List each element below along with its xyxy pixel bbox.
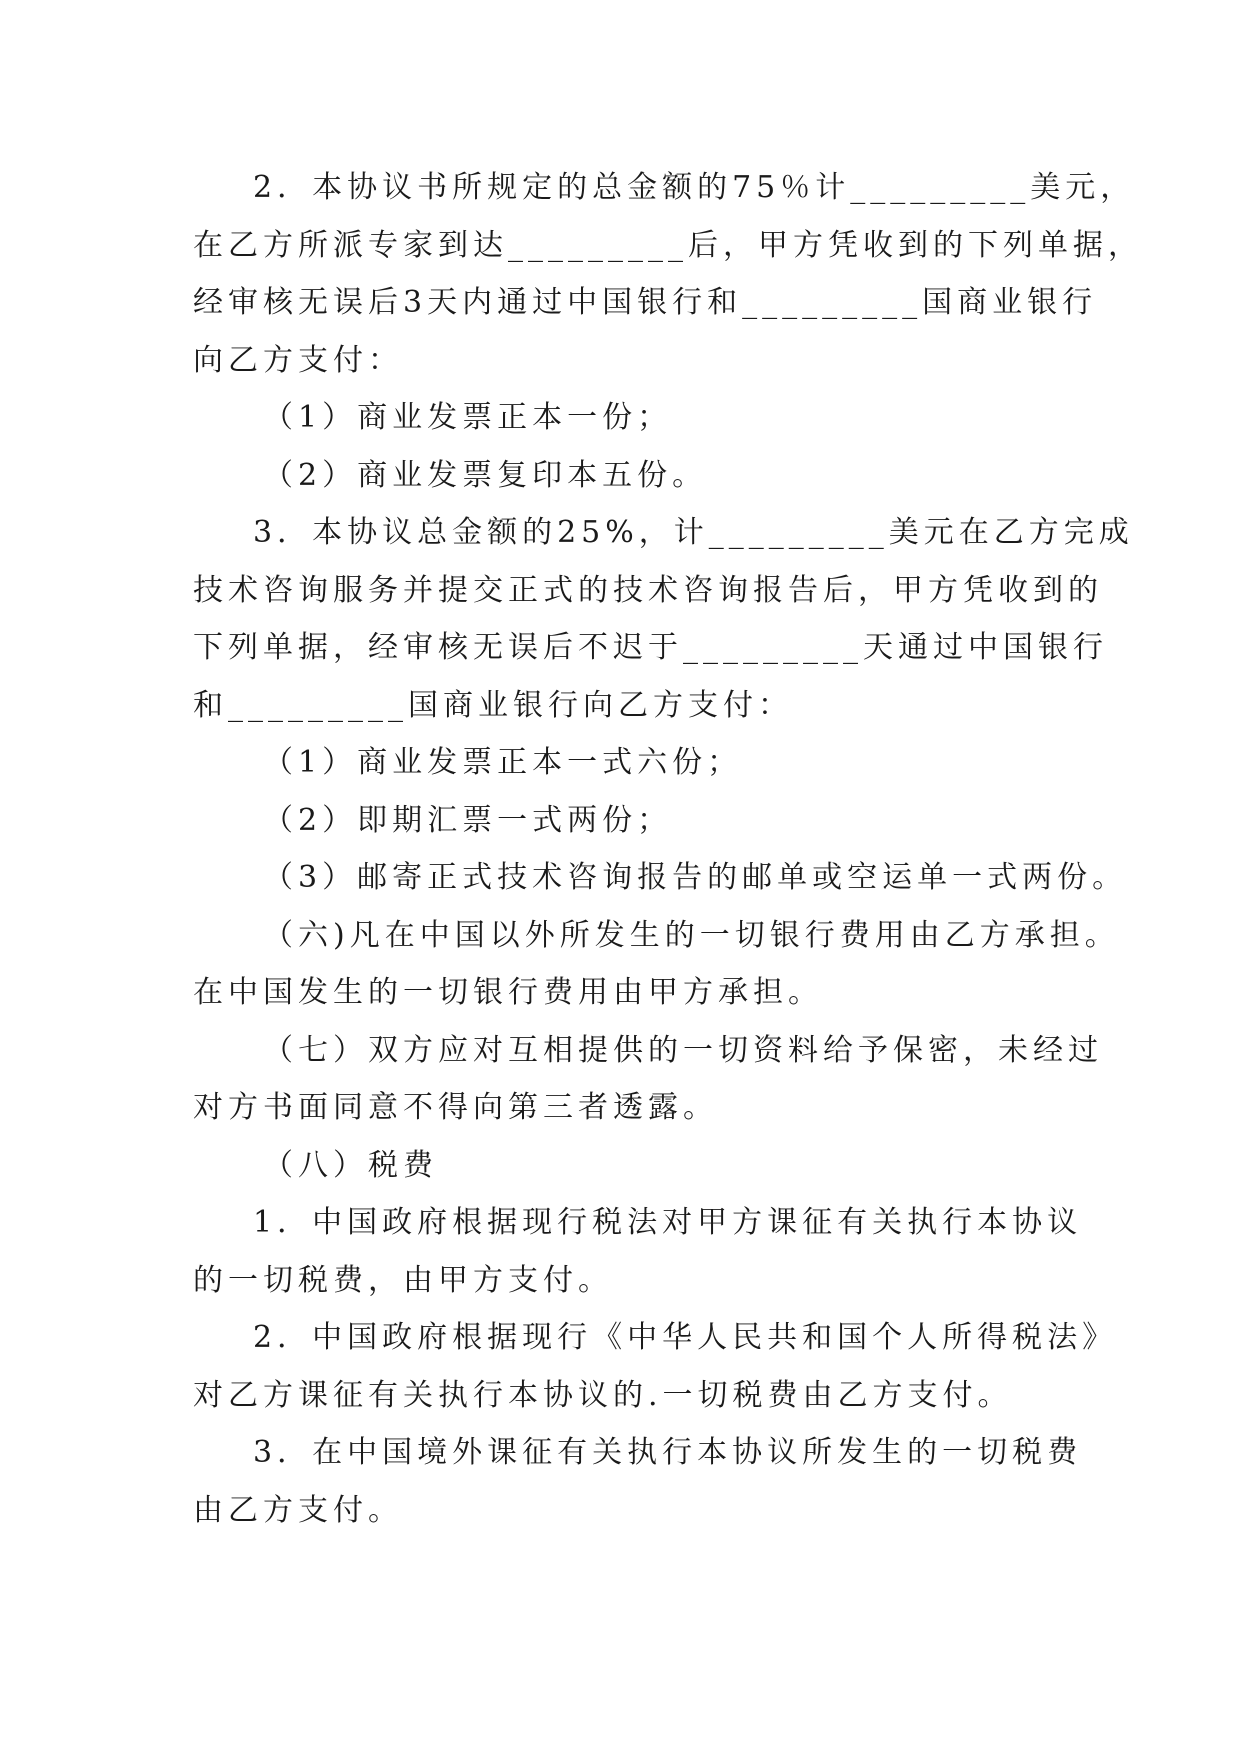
clause-3-item-1: （1）商业发票正本一式六份； bbox=[263, 745, 743, 780]
section-7-line-2: 对方书面同意不得向第三者透露。 bbox=[193, 1090, 718, 1125]
clause-3-item-3: （3）邮寄正式技术咨询报告的邮单或空运单一式两份。 bbox=[263, 860, 1128, 895]
section-8-heading: （八）税费 bbox=[263, 1147, 438, 1183]
clause-3-line-2: 技术咨询服务并提交正式的技术咨询报告后，甲方凭收到的 bbox=[193, 572, 1103, 608]
clause-2-line-2: 在乙方所派专家到达_________后，甲方凭收到的下列单据， bbox=[193, 227, 1143, 263]
section-7-line-1: （七）双方应对互相提供的一切资料给予保密，未经过 bbox=[263, 1032, 1103, 1068]
section-6-line-2: 在中国发生的一切银行费用由甲方承担。 bbox=[193, 975, 823, 1010]
clause-2-item-2: （2）商业发票复印本五份。 bbox=[263, 457, 708, 493]
clause-2-line-1: 2．本协议书所规定的总金额的75％计_________美元， bbox=[253, 170, 1136, 205]
clause-2-line-4: 向乙方支付： bbox=[193, 342, 403, 378]
section-6-line-1: （六)凡在中国以外所发生的一切银行费用由乙方承担。 bbox=[263, 917, 1120, 953]
clause-2-item-1: （1）商业发票正本一份； bbox=[263, 400, 673, 435]
clause-3-line-4: 和_________国商业银行向乙方支付： bbox=[193, 687, 793, 723]
document-body bbox=[193, 159, 1143, 1539]
tax-clause-3-line-1: 3．在中国境外课征有关执行本协议所发生的一切税费 bbox=[253, 1435, 1083, 1470]
tax-clause-2-line-2: 对乙方课征有关执行本协议的.一切税费由乙方支付。 bbox=[193, 1377, 1013, 1413]
tax-clause-1-line-1: 1．中国政府根据现行税法对甲方课征有关执行本协议 bbox=[253, 1205, 1083, 1240]
tax-clause-1-line-2: 的一切税费，由甲方支付。 bbox=[193, 1262, 613, 1298]
clause-3-line-1: 3．本协议总金额的25%，计_________美元在乙方完成 bbox=[253, 515, 1134, 550]
tax-clause-2-line-1: 2．中国政府根据现行《中华人民共和国个人所得税法》 bbox=[253, 1320, 1118, 1355]
clause-3-item-2: （2）即期汇票一式两份； bbox=[263, 802, 673, 838]
clause-3-line-3: 下列单据，经审核无误后不迟于_________天通过中国银行 bbox=[193, 630, 1108, 665]
clause-2-line-3: 经审核无误后3天内通过中国银行和_________国商业银行 bbox=[193, 285, 1098, 320]
tax-clause-3-line-2: 由乙方支付。 bbox=[193, 1492, 403, 1528]
